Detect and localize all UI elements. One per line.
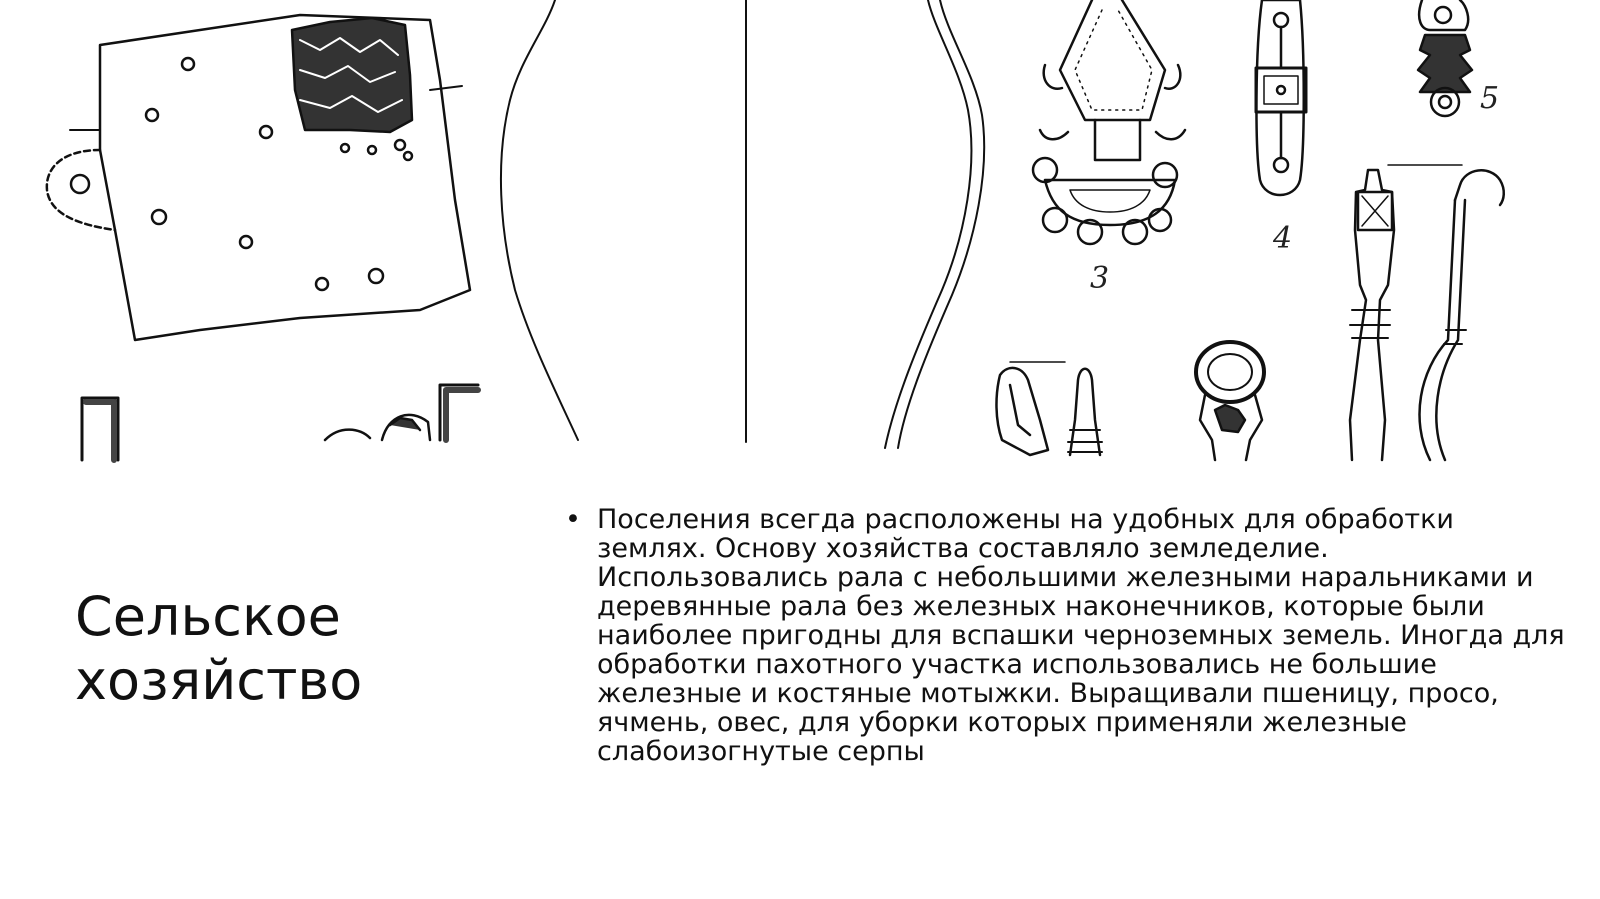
slide-title-line2: хозяйство	[75, 649, 363, 712]
plate-artifact	[47, 15, 478, 460]
figure-label-5: 5	[1480, 81, 1500, 116]
buckle-artifact-4	[1256, 0, 1306, 195]
bullet-item: • Поселения всегда расположены на удобных для обработки землях. Основу хозяйства составляло земледелие. Использовались рала с небольшими железными наральниками и деревянные рала без железных наконечников, которые были наиболее пригодны для вспашки черноземных земель. Иногда для обработки пахотного участка использовались не большие железные и костяные мотыжки. Выращивали пшеницу, просо, ячмень, овес, для уборки которых применяли железные слабоизогнутые серпы	[565, 505, 1565, 766]
figure-label-3: 3	[1090, 261, 1110, 296]
slide-title	[75, 585, 515, 713]
curve-right	[885, 0, 971, 448]
slide-title-line1: Сельское	[75, 585, 341, 648]
pendant-artifact-3	[1033, 0, 1185, 244]
figure-label-4: 4	[1273, 221, 1293, 256]
tools-artifacts	[996, 165, 1503, 460]
curve-left	[501, 0, 578, 440]
bullet-list	[565, 505, 1565, 766]
clasp-artifact-5	[1418, 0, 1472, 116]
